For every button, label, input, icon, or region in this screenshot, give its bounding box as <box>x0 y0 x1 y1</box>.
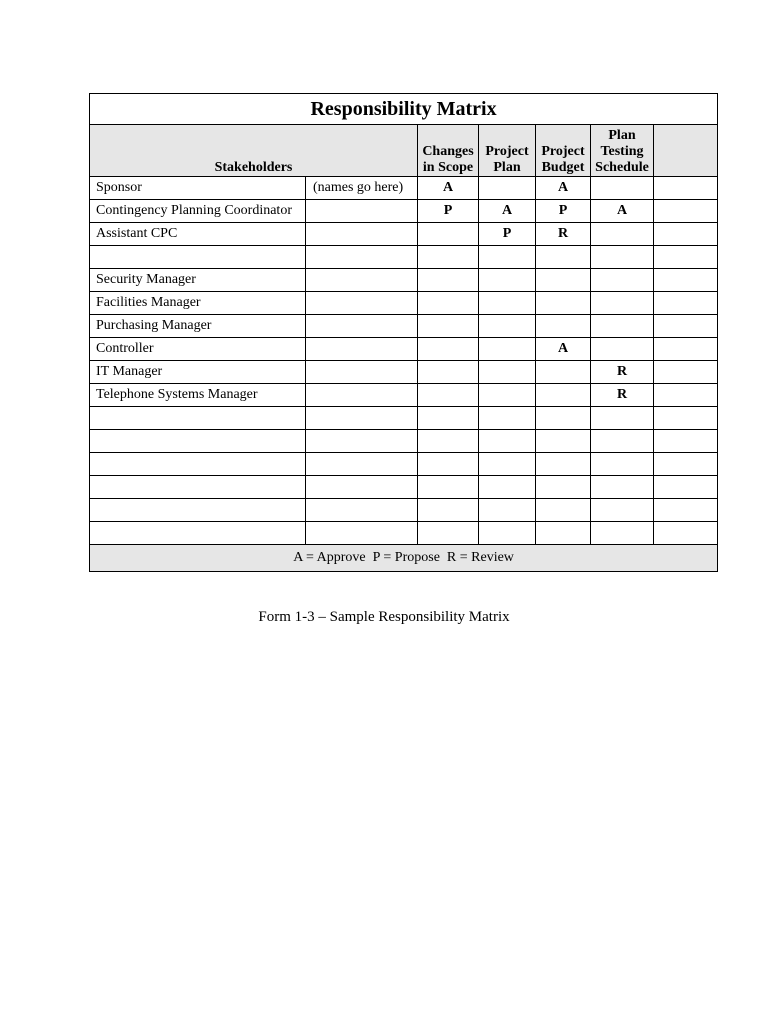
names-cell <box>306 361 418 384</box>
responsibility-cell <box>418 269 479 292</box>
table-row <box>90 407 718 430</box>
responsibility-cell <box>591 269 654 292</box>
responsibility-cell <box>418 338 479 361</box>
names-cell <box>306 430 418 453</box>
names-cell <box>306 246 418 269</box>
responsibility-cell <box>591 177 654 200</box>
responsibility-cell <box>418 246 479 269</box>
responsibility-cell <box>654 315 718 338</box>
responsibility-cell <box>479 338 536 361</box>
table-row <box>90 453 718 476</box>
names-cell: (names go here) <box>306 177 418 200</box>
responsibility-cell <box>654 223 718 246</box>
responsibility-cell: P <box>536 200 591 223</box>
table-row <box>90 522 718 545</box>
names-cell <box>306 522 418 545</box>
responsibility-cell <box>654 177 718 200</box>
table-row <box>90 476 718 499</box>
responsibility-cell: R <box>591 384 654 407</box>
stakeholder-cell: Controller <box>90 338 306 361</box>
stakeholder-cell <box>90 522 306 545</box>
blank-column-header <box>654 125 718 177</box>
responsibility-cell <box>479 407 536 430</box>
responsibility-cell <box>418 522 479 545</box>
table-row <box>90 200 718 223</box>
responsibility-cell <box>479 361 536 384</box>
table-row <box>90 177 718 200</box>
responsibility-cell <box>654 338 718 361</box>
table-row <box>90 292 718 315</box>
responsibility-cell <box>654 407 718 430</box>
responsibility-cell: P <box>418 200 479 223</box>
responsibility-cell <box>418 430 479 453</box>
responsibility-cell <box>536 384 591 407</box>
stakeholder-cell: Purchasing Manager <box>90 315 306 338</box>
names-cell <box>306 223 418 246</box>
matrix-body <box>90 177 718 545</box>
responsibility-cell <box>536 430 591 453</box>
responsibility-cell <box>536 453 591 476</box>
responsibility-cell: A <box>479 200 536 223</box>
project-plan-header: Project Plan <box>479 125 536 177</box>
responsibility-cell <box>536 361 591 384</box>
responsibility-cell <box>654 361 718 384</box>
names-cell <box>306 499 418 522</box>
names-cell <box>306 407 418 430</box>
responsibility-cell <box>536 407 591 430</box>
table-row <box>90 384 718 407</box>
responsibility-cell <box>418 292 479 315</box>
table-row <box>90 430 718 453</box>
responsibility-cell <box>654 384 718 407</box>
responsibility-cell <box>536 522 591 545</box>
stakeholder-cell: Assistant CPC <box>90 223 306 246</box>
responsibility-cell <box>418 223 479 246</box>
responsibility-cell <box>479 246 536 269</box>
responsibility-cell <box>479 522 536 545</box>
changes-in-scope-header: Changes in Scope <box>418 125 479 177</box>
matrix-title: Responsibility Matrix <box>90 94 718 125</box>
stakeholder-cell: Sponsor <box>90 177 306 200</box>
names-cell <box>306 200 418 223</box>
responsibility-cell <box>654 476 718 499</box>
names-cell <box>306 476 418 499</box>
table-row <box>90 499 718 522</box>
responsibility-cell <box>591 430 654 453</box>
responsibility-cell <box>418 315 479 338</box>
responsibility-cell: A <box>418 177 479 200</box>
table-row <box>90 338 718 361</box>
responsibility-cell: A <box>591 200 654 223</box>
responsibility-cell: A <box>536 177 591 200</box>
stakeholder-cell <box>90 246 306 269</box>
responsibility-cell <box>479 177 536 200</box>
responsibility-cell <box>591 246 654 269</box>
responsibility-cell <box>536 269 591 292</box>
responsibility-cell <box>418 407 479 430</box>
responsibility-cell <box>654 269 718 292</box>
stakeholder-cell <box>90 476 306 499</box>
table-row <box>90 315 718 338</box>
names-cell <box>306 315 418 338</box>
responsibility-cell <box>591 338 654 361</box>
responsibility-cell <box>536 315 591 338</box>
stakeholder-cell: Facilities Manager <box>90 292 306 315</box>
legend: A = Approve P = Propose R = Review <box>90 545 718 572</box>
column-header-row <box>90 125 718 177</box>
stakeholder-cell: Security Manager <box>90 269 306 292</box>
table-row <box>90 223 718 246</box>
responsibility-cell: A <box>536 338 591 361</box>
responsibility-matrix-table <box>89 93 718 572</box>
responsibility-cell: R <box>591 361 654 384</box>
responsibility-cell: P <box>479 223 536 246</box>
names-cell <box>306 269 418 292</box>
responsibility-cell <box>654 292 718 315</box>
responsibility-cell <box>654 430 718 453</box>
responsibility-cell <box>654 200 718 223</box>
responsibility-cell <box>591 522 654 545</box>
stakeholder-cell <box>90 453 306 476</box>
responsibility-cell <box>479 269 536 292</box>
names-cell <box>306 453 418 476</box>
responsibility-cell <box>479 315 536 338</box>
responsibility-cell <box>418 453 479 476</box>
names-cell <box>306 338 418 361</box>
responsibility-cell <box>479 453 536 476</box>
responsibility-cell <box>591 223 654 246</box>
stakeholder-cell: Contingency Planning Coordinator <box>90 200 306 223</box>
stakeholder-cell <box>90 407 306 430</box>
stakeholder-cell: Telephone Systems Manager <box>90 384 306 407</box>
responsibility-cell <box>654 522 718 545</box>
table-row <box>90 361 718 384</box>
responsibility-cell <box>479 499 536 522</box>
stakeholder-cell <box>90 499 306 522</box>
responsibility-cell <box>536 292 591 315</box>
responsibility-cell <box>536 246 591 269</box>
responsibility-cell <box>418 361 479 384</box>
responsibility-cell <box>654 246 718 269</box>
stakeholder-cell: IT Manager <box>90 361 306 384</box>
responsibility-cell <box>479 430 536 453</box>
names-cell <box>306 292 418 315</box>
responsibility-cell <box>591 315 654 338</box>
project-budget-header: Project Budget <box>536 125 591 177</box>
responsibility-cell <box>591 407 654 430</box>
responsibility-cell <box>536 499 591 522</box>
stakeholders-header: Stakeholders <box>90 125 418 177</box>
responsibility-cell <box>591 499 654 522</box>
responsibility-cell <box>591 476 654 499</box>
responsibility-cell <box>479 384 536 407</box>
responsibility-cell <box>654 499 718 522</box>
responsibility-cell <box>418 384 479 407</box>
table-row <box>90 269 718 292</box>
responsibility-cell: R <box>536 223 591 246</box>
responsibility-cell <box>418 476 479 499</box>
responsibility-cell <box>479 292 536 315</box>
stakeholder-cell <box>90 430 306 453</box>
names-cell <box>306 384 418 407</box>
plan-testing-schedule-header: Plan Testing Schedule <box>591 125 654 177</box>
responsibility-cell <box>591 453 654 476</box>
table-row <box>90 246 718 269</box>
responsibility-cell <box>479 476 536 499</box>
form-caption: Form 1-3 – Sample Responsibility Matrix <box>258 609 510 625</box>
responsibility-cell <box>536 476 591 499</box>
responsibility-cell <box>418 499 479 522</box>
responsibility-cell <box>654 453 718 476</box>
responsibility-cell <box>591 292 654 315</box>
